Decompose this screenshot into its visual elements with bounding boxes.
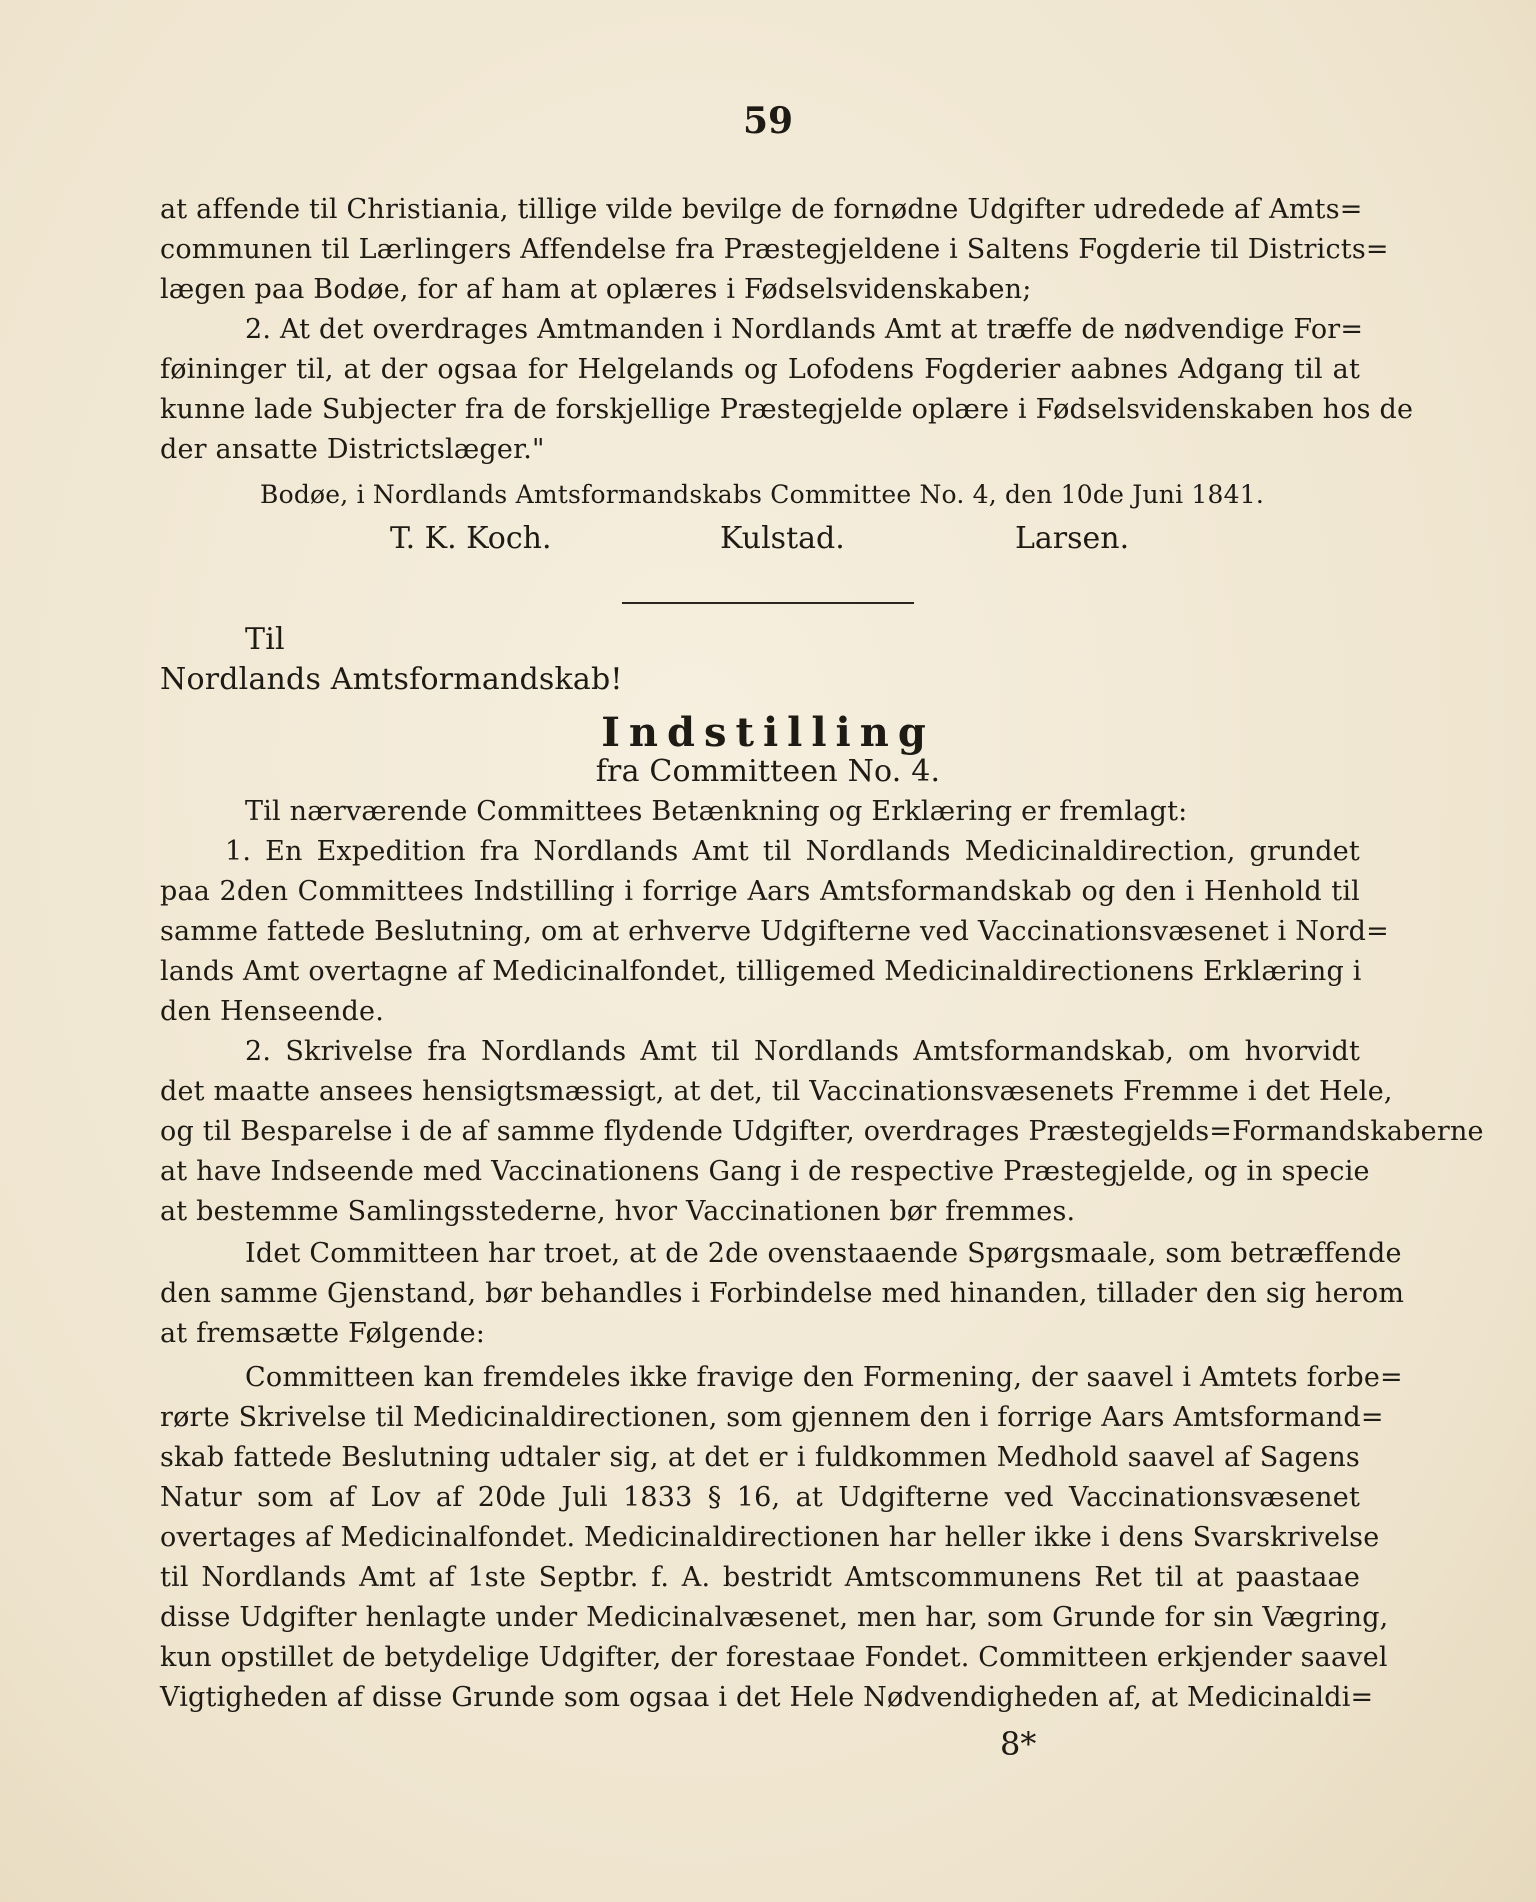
text-line: communen til Lærlingers Affendelse fra Præstegjeldene i Saltens Fogderie til Districts=	[160, 234, 1389, 265]
sheet-signature-mark: 8*	[1000, 1725, 1037, 1763]
text-line: 2. Skrivelse fra Nordlands Amt til Nordlands Amtsformandskab, om hvorvidt	[245, 1036, 1360, 1067]
text-line: det maatte ansees hensigtsmæssigt, at det, til Vaccinationsvæsenets Fremme i det Hele,	[160, 1076, 1393, 1107]
address-name: Nordlands Amtsformandskab!	[160, 662, 623, 697]
heading: Indstilling	[601, 709, 935, 756]
text-line: overtages af Medicinalfondet. Medicinaldirectionen har heller ikke i dens Svarskrivelse	[160, 1522, 1380, 1553]
text-line: og til Besparelse i de af samme flydende Udgifter, overdrages Præstegjelds=Formandskaberne	[160, 1116, 1484, 1147]
text-line: skab fattede Beslutning udtaler sig, at det er i fuldkommen Medhold saavel af Sagens	[160, 1442, 1360, 1473]
text-line: at have Indseende med Vaccinationens Gang i de respective Præstegjelde, og in specie	[160, 1156, 1370, 1187]
text-line: Natur som af Lov af 20de Juli 1833 § 16, at Udgifterne ved Vaccinationsvæsenet	[160, 1482, 1360, 1513]
text-line: at affende til Christiania, tillige vilde bevilge de fornødne Udgifter udredede af Amts=	[160, 194, 1363, 225]
text-line: den Henseende.	[160, 996, 384, 1027]
text-line: den samme Gjenstand, bør behandles i Forbindelse med hinanden, tillader den sig herom	[160, 1278, 1405, 1309]
text-line: kunne lade Subjecter fra de forskjellige Præstegjelde oplære i Fødselsvidenskaben hos de	[160, 394, 1414, 425]
text-line: at fremsætte Følgende:	[160, 1318, 486, 1349]
text-line: at bestemme Samlingsstederne, hvor Vaccinationen bør fremmes.	[160, 1196, 1076, 1227]
signature: Kulstad.	[720, 521, 845, 556]
text-line: 1. En Expedition fra Nordlands Amt til Nordlands Medicinaldirection, grundet	[225, 836, 1360, 867]
text-line: lands Amt overtagne af Medicinalfondet, tilligemed Medicinaldirectionens Erklæring i	[160, 956, 1362, 987]
text-line: der ansatte Districtslæger."	[160, 434, 545, 465]
address-to: Til	[245, 622, 285, 657]
text-line: Til nærværende Committees Betænkning og Erklæring er fremlagt:	[245, 796, 1188, 827]
text-line: føininger til, at der ogsaa for Helgelands og Lofodens Fogderier aabnes Adgang til at	[160, 354, 1360, 385]
text-line: Vigtigheden af disse Grunde som ogsaa i det Hele Nødvendigheden af, at Medicinaldi=	[160, 1682, 1374, 1713]
text-line: lægen paa Bodøe, for af ham at oplæres i Fødselsvidenskaben;	[160, 274, 1032, 305]
text-line: Idet Committeen har troet, at de 2de ovenstaaende Spørgsmaale, som betræffende	[245, 1238, 1402, 1269]
signature: T. K. Koch.	[390, 521, 552, 556]
text-line: rørte Skrivelse til Medicinaldirectionen, som gjennem den i forrige Aars Amtsformand=	[160, 1402, 1384, 1433]
text-line: 2. At det overdrages Amtmanden i Nordlands Amt at træffe de nødvendige For=	[245, 314, 1364, 345]
signature: Larsen.	[1015, 521, 1130, 556]
page-number: 59	[742, 100, 794, 142]
subheading: fra Committeen No. 4.	[595, 754, 941, 789]
date-line: Bodøe, i Nordlands Amtsformandskabs Committee No. 4, den 10de Juni 1841.	[260, 480, 1264, 509]
text-line: disse Udgifter henlagte under Medicinalvæsenet, men har, som Grunde for sin Vægring,	[160, 1602, 1389, 1633]
text-line: samme fattede Beslutning, om at erhverve Udgifterne ved Vaccinationsvæsenet i Nord=	[160, 916, 1389, 947]
text-line: kun opstillet de betydelige Udgifter, der forestaae Fondet. Committeen erkjender saavel	[160, 1642, 1388, 1673]
text-line: til Nordlands Amt af 1ste Septbr. f. A. bestridt Amtscommunens Ret til at paastaae	[160, 1562, 1360, 1593]
text-line: Committeen kan fremdeles ikke fravige den Formening, der saavel i Amtets forbe=	[245, 1362, 1403, 1393]
divider	[622, 602, 914, 604]
text-line: paa 2den Committees Indstilling i forrige Aars Amtsformandskab og den i Henhold til	[160, 876, 1360, 907]
